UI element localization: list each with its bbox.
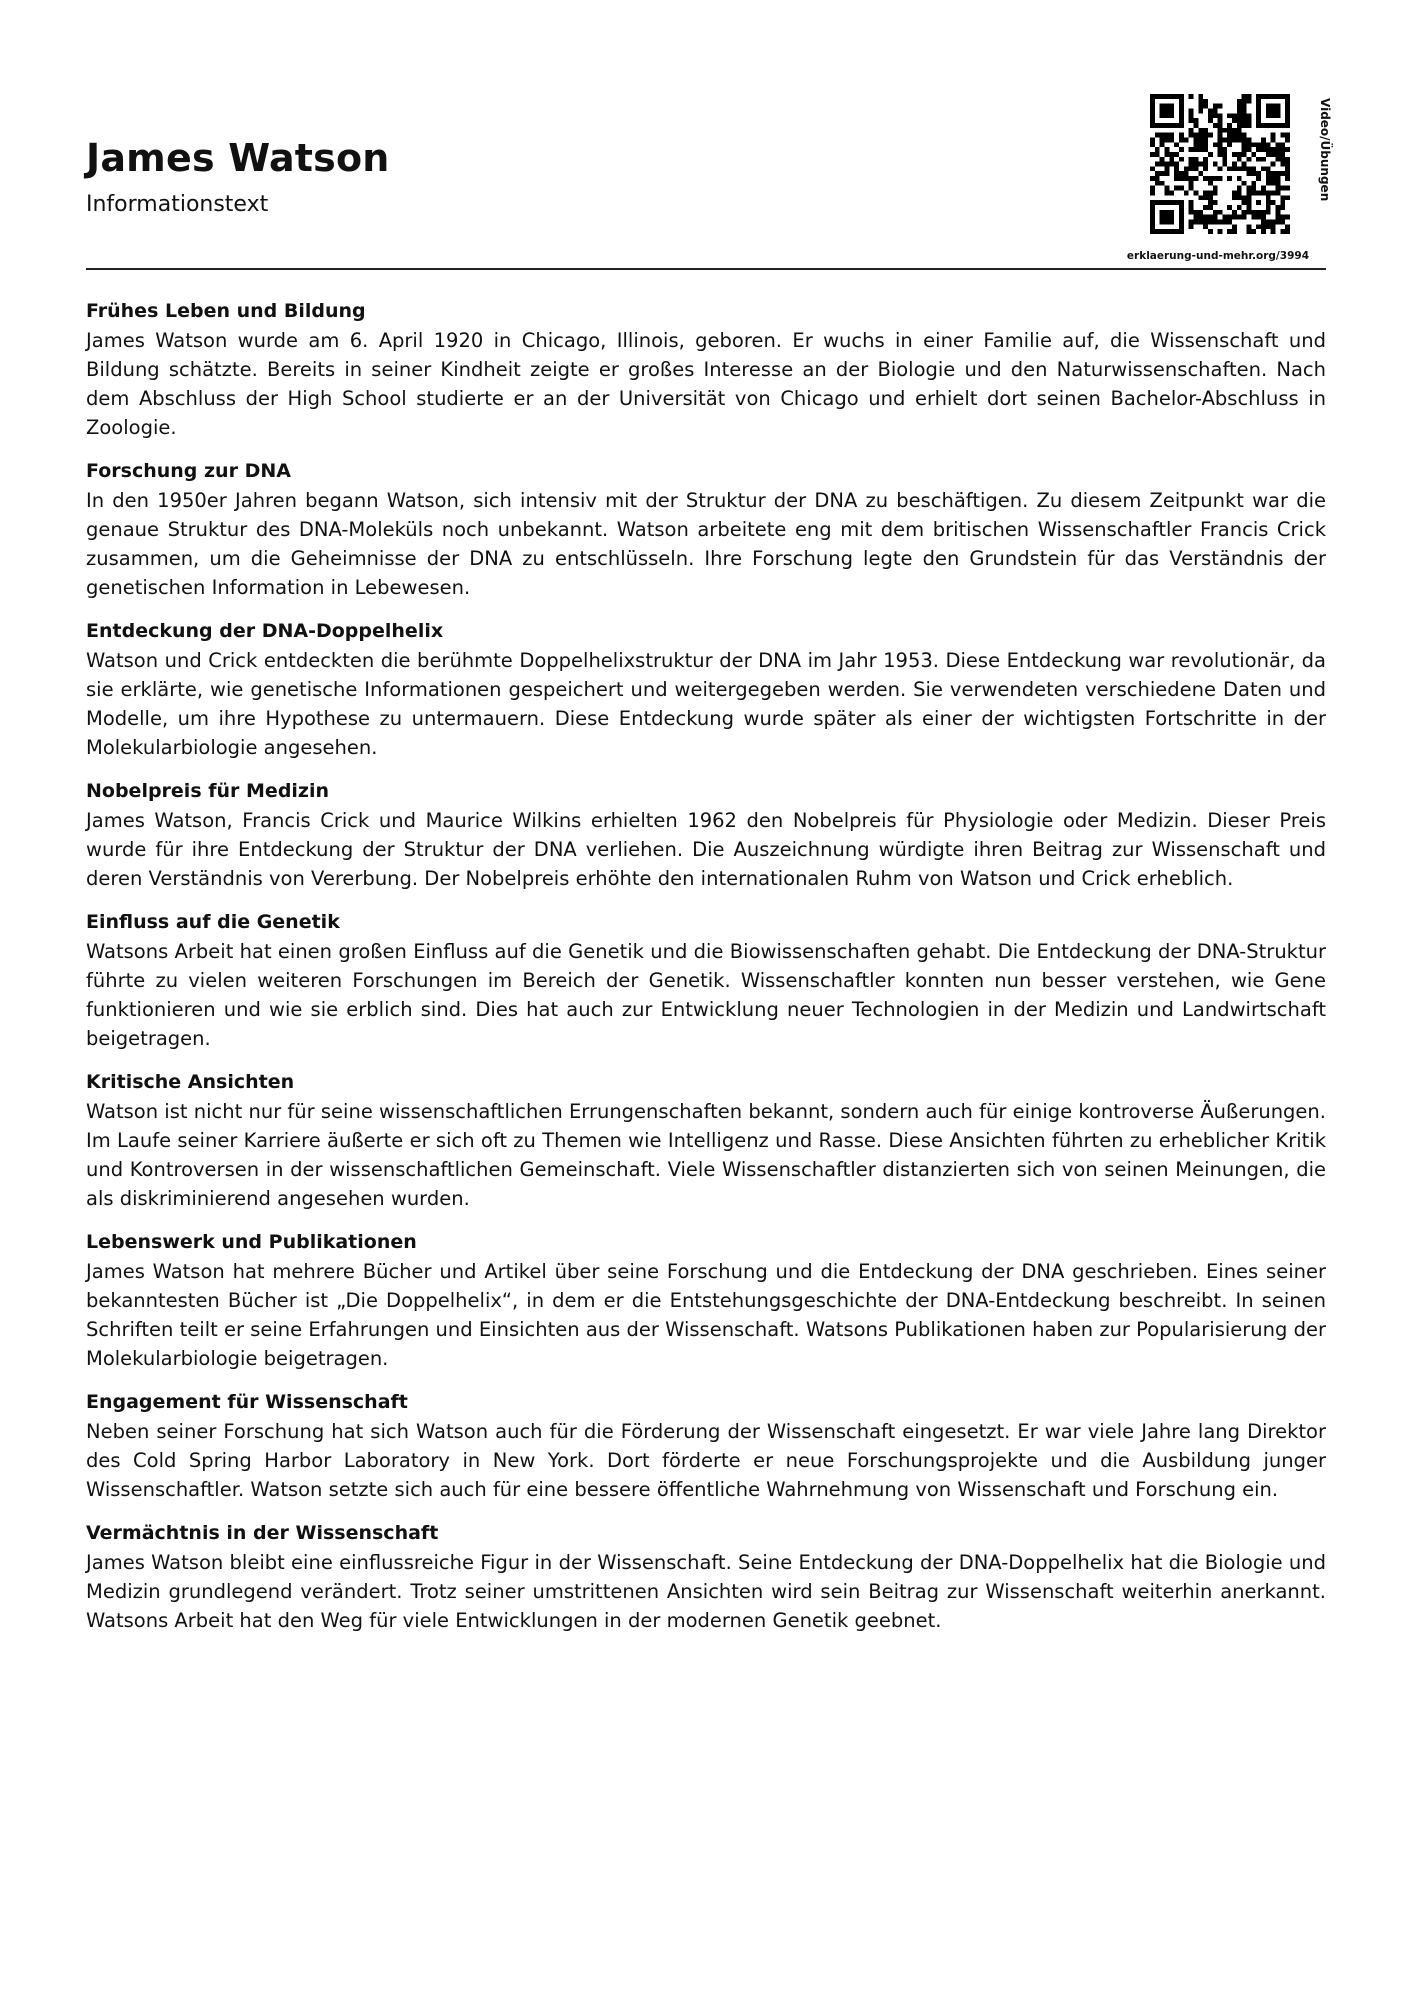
document-header xyxy=(86,92,1332,268)
section-text: Watson und Crick entdeckten die berühmte Doppelhelixstruktur der DNA im Jahr 1953. Diese Entdeckung war revolutionär, da sie erklärte, wie genetische Informationen gespeichert und weitergegeben werden. Sie verwendeten verschiedene Daten und Modelle, um ihre Hypothese zu untermauern. Diese Entdeckung wurde später als einer der wichtigsten Fortschritte in der Molekularbiologie angesehen. xyxy=(86,649,1326,759)
section-legacy xyxy=(86,1518,1326,1635)
section-engagement xyxy=(86,1387,1326,1504)
section-heading: Forschung zur DNA xyxy=(86,460,291,482)
section-text: Watsons Arbeit hat einen großen Einfluss auf die Genetik und die Biowissenschaften gehabt. Die Entdeckung der DNA-Struktur führte zu vielen weiteren Forschungen im Bereich der Genetik. Wissenschaftler konnten nun besser verstehen, wie Gene funktionieren und wie sie erblich sind. Dies hat auch zur Entwicklung neuer Technologien in der Medizin und Landwirtschaft beigetragen. xyxy=(86,940,1326,1050)
section-heading: Lebenswerk und Publikationen xyxy=(86,1231,417,1253)
section-critical-views xyxy=(86,1067,1326,1213)
section-genetics-influence xyxy=(86,907,1326,1053)
section-text: James Watson, Francis Crick und Maurice Wilkins erhielten 1962 den Nobelpreis für Physiologie oder Medizin. Dieser Preis wurde für ihre Entdeckung der Struktur der DNA verliehen. Die Auszeichnung würdigte ihren Beitrag zur Wissenschaft und deren Verständnis von Vererbung. Der Nobelpreis erhöhte den internationalen Ruhm von Watson und Crick erheblich. xyxy=(86,809,1326,890)
section-early-life xyxy=(86,296,1326,442)
section-text: James Watson hat mehrere Bücher und Artikel über seine Forschung und die Entdeckung der DNA geschrieben. Eines seiner bekanntesten Bücher ist „Die Doppelhelix“, in dem er die Entstehungsgeschichte der DNA-Entdeckung beschreibt. In seinen Schriften teilt er seine Erfahrungen und Einsichten aus der Wissenschaft. Watsons Publikationen haben zur Popularisierung der Molekularbiologie beigetragen. xyxy=(86,1260,1326,1370)
section-text: Watson ist nicht nur für seine wissenschaftlichen Errungenschaften bekannt, sondern auch für einige kontroverse Äußerungen. Im Laufe seiner Karriere äußerte er sich oft zu Themen wie Intelligenz und Rasse. Diese Ansichten führten zu erheblicher Kritik und Kontroversen in der wissenschaftlichen Gemeinschaft. Viele Wissenschaftler distanzierten sich von seinen Meinungen, die als diskriminierend angesehen wurden. xyxy=(86,1100,1326,1210)
page-subtitle: Informationstext xyxy=(86,192,269,217)
section-heading: Entdeckung der DNA-Doppelhelix xyxy=(86,620,444,642)
section-heading: Einfluss auf die Genetik xyxy=(86,911,340,933)
section-text: In den 1950er Jahren begann Watson, sich intensiv mit der Struktur der DNA zu beschäftigen. Zu diesem Zeitpunkt war die genaue Struktur des DNA-Moleküls noch unbekannt. Watson arbeitete eng mit dem britischen Wissenschaftler Francis Crick zusammen, um die Geheimnisse der DNA zu entschlüsseln. Ihre Forschung legte den Grundstein für das Verständnis der genetischen Information in Lebewesen. xyxy=(86,489,1326,599)
page-title: James Watson xyxy=(86,136,390,180)
header-divider xyxy=(86,268,1326,270)
source-url[interactable]: erklaerung-und-mehr.org/3994 xyxy=(1126,250,1309,262)
qr-code-icon[interactable] xyxy=(1150,94,1290,234)
section-nobel-prize xyxy=(86,776,1326,893)
section-text: James Watson wurde am 6. April 1920 in Chicago, Illinois, geboren. Er wuchs in einer Familie auf, die Wissenschaft und Bildung schätzte. Bereits in seiner Kindheit zeigte er großes Interesse an der Biologie und den Naturwissenschaften. Nach dem Abschluss der High School studierte er an der Universität von Chicago und erhielt dort seinen Bachelor-Abschluss in Zoologie. xyxy=(86,329,1326,439)
video-exercises-label xyxy=(1312,98,1336,238)
video-exercises-text: Video/Übungen xyxy=(1318,98,1332,202)
section-double-helix xyxy=(86,616,1326,762)
section-text: Neben seiner Forschung hat sich Watson auch für die Förderung der Wissenschaft eingesetzt. Er war viele Jahre lang Direktor des Cold Spring Harbor Laboratory in New York. Dort förderte er neue Forschungsprojekte und die Ausbildung junger Wissenschaftler. Watson setzte sich auch für eine bessere öffentliche Wahrnehmung von Wissenschaft und Forschung ein. xyxy=(86,1420,1326,1501)
section-heading: Engagement für Wissenschaft xyxy=(86,1391,408,1413)
section-heading: Vermächtnis in der Wissenschaft xyxy=(86,1522,439,1544)
section-heading: Nobelpreis für Medizin xyxy=(86,780,330,802)
section-lifework-publications xyxy=(86,1227,1326,1373)
section-text: James Watson bleibt eine einflussreiche Figur in der Wissenschaft. Seine Entdeckung der DNA-Doppelhelix hat die Biologie und Medizin grundlegend verändert. Trotz seiner umstrittenen Ansichten wird sein Beitrag zur Wissenschaft weiterhin anerkannt. Watsons Arbeit hat den Weg für viele Entwicklungen in der modernen Genetik geebnet. xyxy=(86,1551,1326,1632)
section-dna-research xyxy=(86,456,1326,602)
section-heading: Frühes Leben und Bildung xyxy=(86,300,366,322)
article-body xyxy=(86,296,1326,1649)
section-heading: Kritische Ansichten xyxy=(86,1071,295,1093)
